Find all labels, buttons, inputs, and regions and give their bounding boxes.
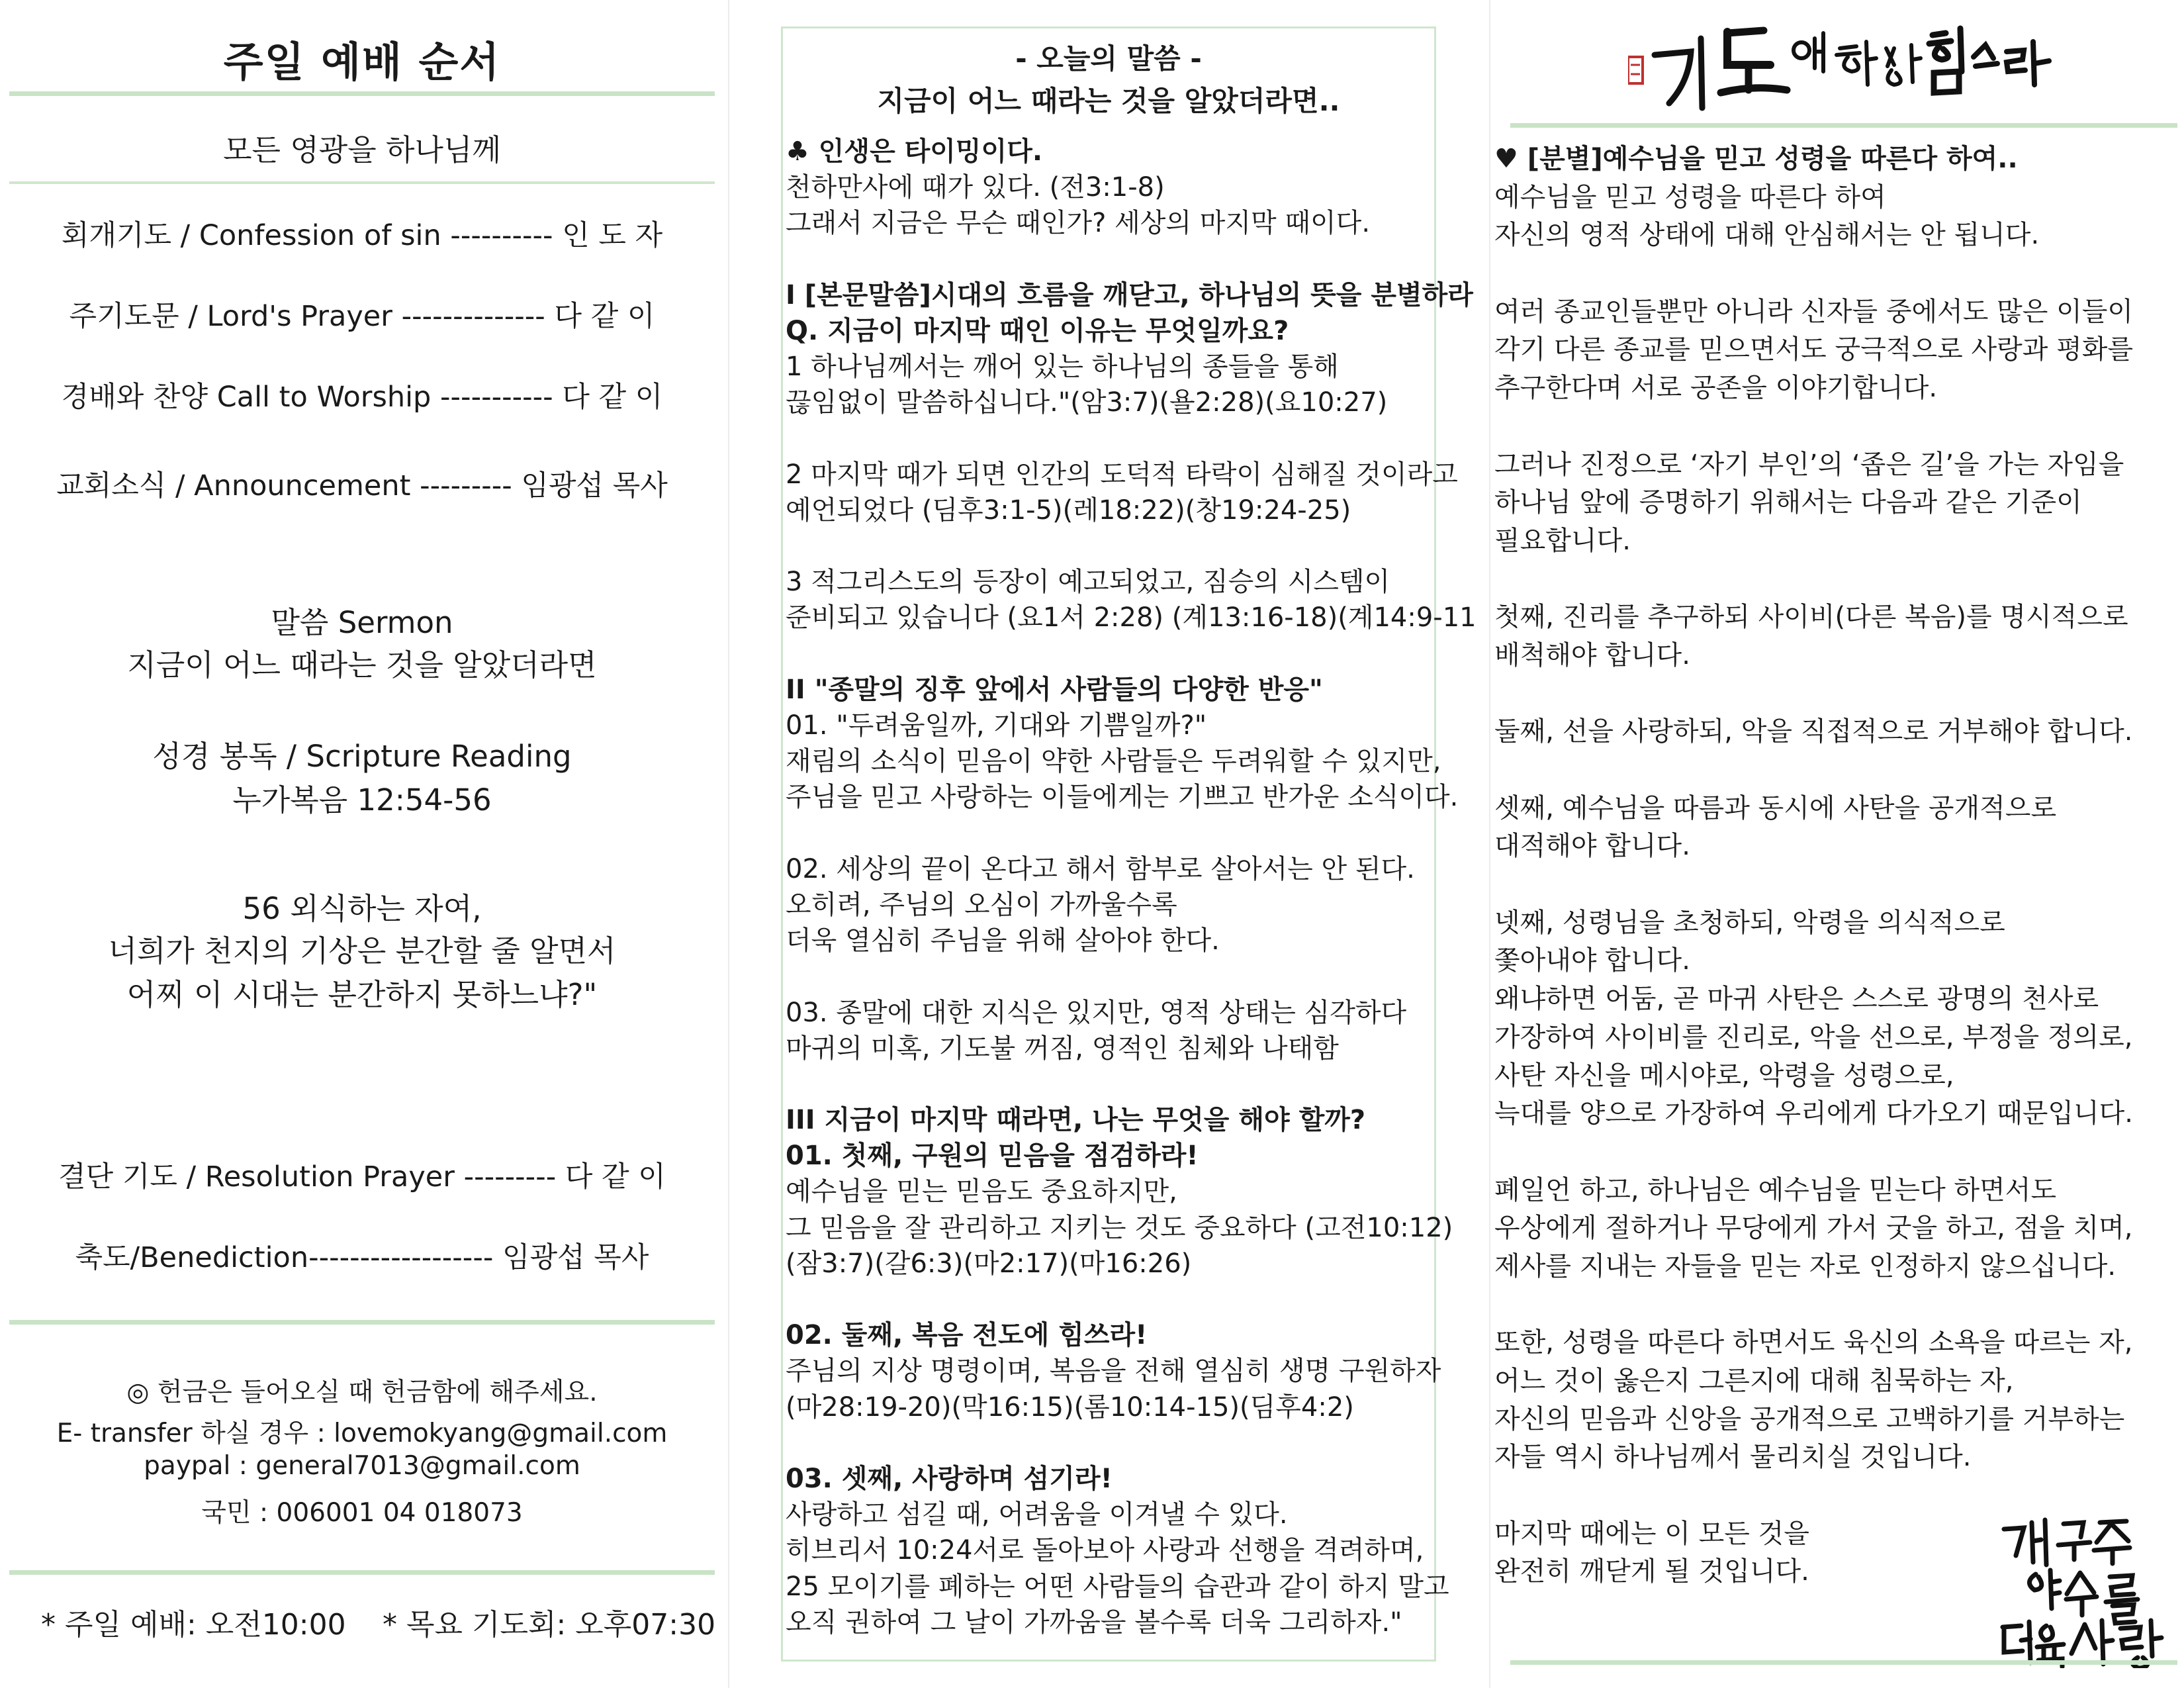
thursday-prayer-time: * 목요 기도회: 오후07:30 [383, 1608, 716, 1642]
verse-line: 너희가 천지의 기상은 분간할 줄 알면서 [108, 933, 616, 968]
discernment-notes [1494, 140, 2169, 1591]
blank-line [786, 528, 1447, 564]
reading-label: 성경 봉독 / Scripture Reading [152, 739, 572, 774]
order-item-call-to-worship: 경배와 찬양 Call to Worship ----------- 다 같 이 [61, 381, 663, 414]
sermon-heading: Q. 지금이 마지막 때인 이유는 무엇일까요? [786, 315, 1289, 346]
verse-line: 56 외식하는 자여, [242, 891, 482, 926]
blank-line [786, 636, 1447, 672]
etransfer-info: E- transfer 하실 경우 : lovemokyang@gmail.com [56, 1419, 668, 1448]
subtitle: 모든 영광을 하나님께 [223, 132, 501, 167]
discernment-line: 쫓아내야 합니다. [1494, 945, 1690, 976]
panel-divider-left [728, 0, 729, 1688]
blank-line [1494, 1133, 2169, 1172]
discernment-line: 우상에게 절하거나 무당에게 가서 굿을 하고, 점을 치며, [1494, 1213, 2133, 1244]
sermon-heading: 03. 셋째, 사랑하며 섬기라! [786, 1463, 1113, 1494]
blank-line [786, 1066, 1447, 1102]
sermon-line: 더욱 열심히 주님을 위해 살아야 한다. [786, 925, 1220, 957]
sermon-heading: I [본문말씀]시대의 흐름을 깨닫고, 하나님의 뜻을 분별하라 [786, 279, 1473, 310]
discernment-line: 하나님 앞에 증명하기 위해서는 다음과 같은 기준이 [1494, 487, 2082, 518]
sermon-heading: 01. 첫째, 구원의 믿음을 점검하라! [786, 1141, 1199, 1172]
bottom-right-divider [1510, 1660, 2177, 1665]
sermon-line: 재림의 소식이 믿음이 약한 사람들은 두려워할 수 있지만, [786, 746, 1441, 777]
bank-account-info: 국민 : 006001 04 018073 [201, 1498, 523, 1528]
sermon-line: 천하만사에 때가 있다. (전3:1-8) [786, 172, 1165, 203]
discernment-line: 대적해야 합니다. [1494, 831, 1690, 862]
sermon-heading: III 지금이 마지막 때라면, 나는 무엇을 해야 할까? [786, 1105, 1366, 1136]
seal-stamp [1628, 57, 1643, 83]
order-item-announcement: 교회소식 / Announcement --------- 임광섭 목사 [56, 469, 668, 502]
reading-ref: 누가복음 12:54-56 [232, 782, 492, 818]
sermon-line: 3 적그리스도의 등장이 예고되었고, 짐승의 시스템이 [786, 567, 1390, 598]
discernment-line: 추구한다며 서로 공존을 이야기합니다. [1494, 373, 1938, 404]
order-item-benediction: 축도/Benediction------------------ 임광섭 목사 [75, 1241, 649, 1274]
paypal-info: paypal : general7013@gmail.com [144, 1451, 580, 1481]
sermon-notes [786, 134, 1477, 1640]
discernment-heading: ♥ [분별]예수님을 믿고 성령을 따른다 하여.. [1494, 144, 2018, 174]
discernment-line: 사탄 자신을 메시야로, 악령을 성령으로, [1494, 1060, 1954, 1091]
blank-line [786, 421, 1447, 457]
sermon-line: 예언되었다 (딤후3:1-5)(레18:22)(창19:24-25) [786, 494, 1351, 526]
logo-divider [1510, 123, 2177, 128]
sermon-line: 1 하나님께서는 깨어 있는 하나님의 종들을 통해 [786, 352, 1339, 383]
discernment-line: 폐일언 하고, 하나님은 예수님을 믿는다 하면서도 [1494, 1174, 2057, 1205]
sermon-line: 오히려, 주님의 오심이 가까울수록 [786, 889, 1177, 920]
offering-divider [9, 1320, 715, 1325]
order-item-resolution-prayer: 결단 기도 / Resolution Prayer --------- 다 같 이 [58, 1160, 666, 1194]
sermon-line: 주님을 믿고 사랑하는 이들에게는 기쁘고 반가운 소식이다. [786, 782, 1459, 813]
sunday-service-time: * 주일 예배: 오전10:00 [41, 1608, 346, 1642]
blank-line [786, 959, 1447, 994]
schedule-divider [9, 1570, 715, 1575]
discernment-line: 마지막 때에는 이 모든 것을 [1494, 1518, 1809, 1549]
sermon-line: 오직 권하여 그 날이 가까움을 볼수록 더욱 그리하자." [786, 1607, 1402, 1638]
discernment-line: 자신의 믿음과 신앙을 공개적으로 고백하기를 거부하는 [1494, 1403, 2125, 1434]
order-item-confession: 회개기도 / Confession of sin ---------- 인 도 자 [61, 219, 663, 252]
discernment-line: 또한, 성령을 따른다 하면서도 육신의 소욕을 따르는 자, [1494, 1327, 2133, 1358]
blank-line [1494, 675, 2169, 714]
discernment-line: 첫째, 진리를 추구하되 사이비(다른 복음)를 명시적으로 [1494, 602, 2128, 633]
blank-line [1494, 751, 2169, 790]
sermon-line: 히브리서 10:24서로 돌아보아 사랑과 선행을 격려하며, [786, 1535, 1424, 1566]
sermon-line: 2 마지막 때가 되면 인간의 도덕적 타락이 심해질 것이라고 [786, 459, 1458, 490]
discernment-line: 자신의 영적 상태에 대해 안심해서는 안 됩니다. [1494, 220, 2040, 251]
calligraphy-signature [1997, 1516, 2176, 1668]
sermon-line: 02. 세상의 끝이 온다고 해서 함부로 살아서는 안 된다. [786, 853, 1415, 884]
discernment-line: 가장하여 사이비를 진리로, 악을 선으로, 부정을 정의로, [1494, 1021, 2133, 1053]
sermon-heading: - 오늘의 말씀 - [1015, 42, 1202, 75]
sermon-line: 그래서 지금은 무슨 때인가? 세상의 마지막 때이다. [786, 208, 1371, 239]
discernment-line: 자들 역시 하나님께서 물리치실 것입니다. [1494, 1442, 1972, 1473]
prayer-calligraphy-logo [1628, 19, 2052, 118]
blank-line [1494, 1286, 2169, 1325]
sermon-line: 준비되고 있습니다 (요1서 2:28) (계13:16-18)(계14:9-11 [786, 602, 1477, 633]
sermon-heading: 02. 둘째, 복음 전도에 힘쓰라! [786, 1320, 1148, 1351]
order-item-lords-prayer: 주기도문 / Lord's Prayer -------------- 다 같 이 [69, 300, 655, 333]
sermon-heading: II "종말의 징후 앞에서 사람들의 다양한 반응" [786, 674, 1323, 705]
sermon-heading: ♣ 인생은 타이밍이다. [786, 136, 1043, 167]
panel-divider-right [1489, 0, 1490, 1688]
blank-line [786, 1282, 1447, 1317]
blank-line [1494, 1477, 2169, 1515]
title-divider [9, 91, 715, 96]
blank-line [1494, 561, 2169, 599]
offering-note: ◎ 헌금은 들어오실 때 헌금함에 해주세요. [126, 1378, 598, 1407]
discernment-line: 왜냐하면 어둠, 곧 마귀 사탄은 스스로 광명의 천사로 [1494, 984, 2099, 1015]
blank-line [1494, 255, 2169, 293]
sermon-line: 사랑하고 섬길 때, 어려움을 이겨낼 수 있다. [786, 1499, 1288, 1530]
discernment-line: 넷째, 성령님을 초청하되, 악령을 의식적으로 [1494, 907, 2005, 938]
discernment-line: 어느 것이 옳은지 그른지에 대해 침묵하는 자, [1494, 1366, 2014, 1396]
sermon-line: 주님의 지상 명령이며, 복음을 전해 열심히 생명 구원하자 [786, 1356, 1441, 1387]
blank-line [1494, 866, 2169, 904]
blank-line [786, 816, 1447, 851]
sermon-line: 끊임없이 말씀하십니다."(암3:7)(욜2:28)(요10:27) [786, 387, 1388, 418]
sermon-title: 지금이 어느 때라는 것을 알았더라면 [127, 647, 597, 682]
discernment-line: 각기 다른 종교를 믿으면서도 궁극적으로 사랑과 평화를 [1494, 334, 2134, 365]
blank-line [1494, 408, 2169, 446]
blank-line [786, 1425, 1447, 1461]
discernment-line: 셋째, 예수님을 따름과 동시에 사탄을 공개적으로 [1494, 792, 2057, 823]
sermon-line: (마28:19-20)(막16:15)(롬10:14-15)(딤후4:2) [786, 1391, 1354, 1423]
discernment-line: 필요합니다. [1494, 525, 1631, 556]
sermon-line: 예수님을 믿는 믿음도 중요하지만, [786, 1176, 1177, 1207]
sermon-line: 마귀의 미혹, 기도불 꺼짐, 영적인 침체와 나태함 [786, 1033, 1339, 1064]
sermon-line: 그 믿음을 잘 관리하고 지키는 것도 중요하다 (고전10:12) [786, 1212, 1453, 1243]
sermon-line: 25 모이기를 폐하는 어떤 사람들의 습관과 같이 하지 말고 [786, 1571, 1449, 1602]
page-title: 주일 예배 순서 [223, 38, 501, 86]
discernment-line: 예수님을 믿고 성령을 따른다 하여 [1494, 181, 1886, 212]
verse-line: 어찌 이 시대는 분간하지 못하느냐?" [126, 977, 598, 1012]
sermon-label: 말씀 Sermon [271, 605, 453, 640]
sermon-line: (잠3:7)(갈6:3)(마2:17)(마16:26) [786, 1248, 1192, 1279]
sermon-line: 01. "두려움일까, 기대와 기쁨일까?" [786, 710, 1207, 741]
blank-line [786, 242, 1447, 277]
discernment-line: 여러 종교인들뿐만 아니라 신자들 중에서도 많은 이들이 [1494, 296, 2134, 327]
sermon-title-heading: 지금이 어느 때라는 것을 알았더라면.. [877, 85, 1340, 117]
subtitle-divider [9, 181, 715, 184]
discernment-line: 둘째, 선을 사랑하되, 악을 직접적으로 거부해야 합니다. [1494, 716, 2133, 747]
sermon-line: 03. 종말에 대한 지식은 있지만, 영적 상태는 심각하다 [786, 997, 1407, 1028]
discernment-line: 배척해야 합니다. [1494, 639, 1690, 671]
discernment-line: 그러나 진정으로 ‘자기 부인’의 ‘좁은 길’을 가는 자임을 [1494, 449, 2124, 480]
discernment-line: 늑대를 양으로 가장하여 우리에게 다가오기 때문입니다. [1494, 1098, 2134, 1129]
discernment-line: 완전히 깨닫게 될 것입니다. [1494, 1556, 1809, 1587]
discernment-line: 제사를 지내는 자들을 믿는 자로 인정하지 않으십니다. [1494, 1250, 2116, 1282]
